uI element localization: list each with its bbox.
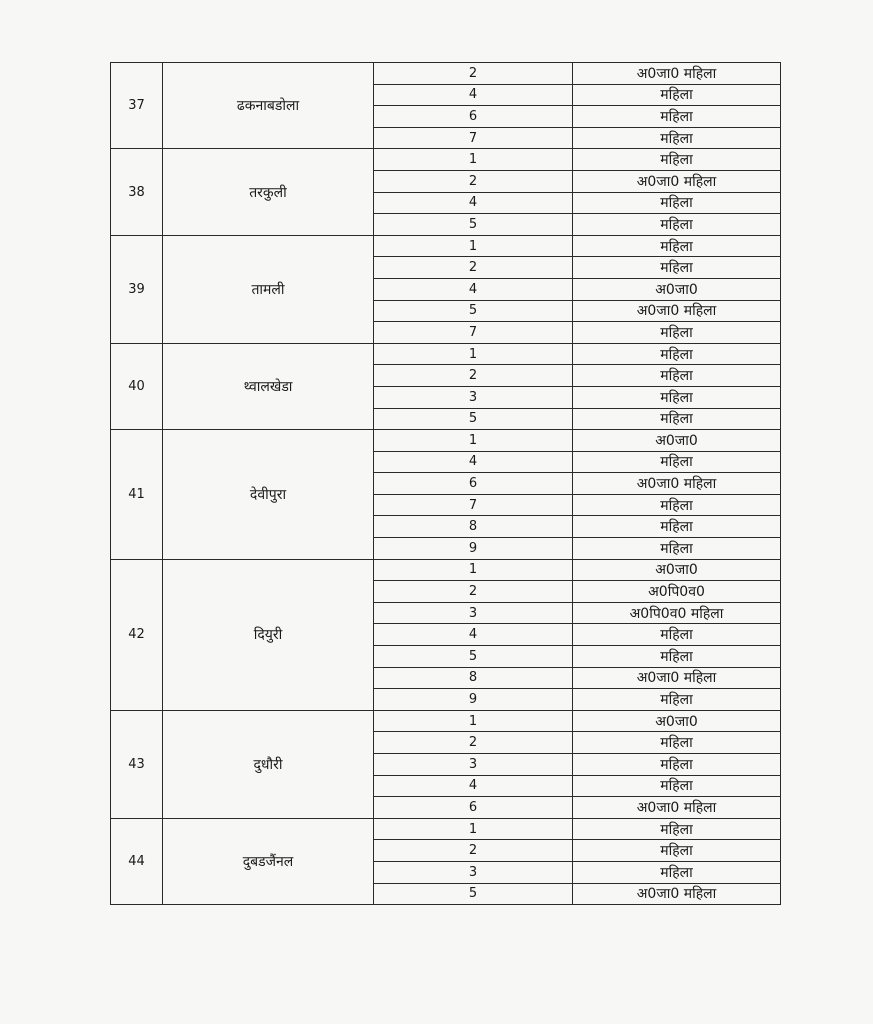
ward-number-cell: 3 (374, 754, 573, 776)
panchayat-name-cell: ढकनाबडोला (163, 63, 374, 149)
reservation-category-cell: अ0जा0 महिला (573, 473, 781, 495)
table-row (111, 710, 781, 732)
reservation-category-cell: अ0पि0व0 महिला (573, 602, 781, 624)
ward-number-cell: 4 (374, 278, 573, 300)
reservation-category-cell: महिला (573, 343, 781, 365)
panchayat-name-cell: तामली (163, 235, 374, 343)
panchayat-name-cell: देवीपुरा (163, 430, 374, 560)
ward-number-cell: 4 (374, 624, 573, 646)
ward-number-cell: 9 (374, 689, 573, 711)
reservation-category-cell: महिला (573, 257, 781, 279)
serial-number-cell: 37 (111, 63, 163, 149)
reservation-category-cell: अ0जा0 महिला (573, 170, 781, 192)
ward-number-cell: 3 (374, 861, 573, 883)
reservation-category-cell: महिला (573, 408, 781, 430)
table-row (111, 559, 781, 581)
ward-number-cell: 5 (374, 214, 573, 236)
table-row (111, 430, 781, 452)
ward-number-cell: 2 (374, 257, 573, 279)
panchayat-name-cell: दुबडजैंनल (163, 818, 374, 904)
ward-number-cell: 5 (374, 883, 573, 905)
ward-number-cell: 7 (374, 494, 573, 516)
table-row (111, 235, 781, 257)
reservation-category-cell: अ0जा0 महिला (573, 300, 781, 322)
ward-number-cell: 3 (374, 602, 573, 624)
panchayat-name-cell: तरकुली (163, 149, 374, 235)
reservation-category-cell: महिला (573, 538, 781, 560)
ward-number-cell: 7 (374, 127, 573, 149)
ward-number-cell: 1 (374, 235, 573, 257)
reservation-category-cell: अ0जा0 (573, 278, 781, 300)
reservation-category-cell: अ0जा0 महिला (573, 63, 781, 85)
serial-number-cell: 40 (111, 343, 163, 429)
ward-number-cell: 1 (374, 343, 573, 365)
ward-number-cell: 6 (374, 797, 573, 819)
ward-number-cell: 5 (374, 408, 573, 430)
table-row (111, 63, 781, 85)
serial-number-cell: 42 (111, 559, 163, 710)
reservation-category-cell: अ0जा0 महिला (573, 797, 781, 819)
ward-number-cell: 2 (374, 840, 573, 862)
reservation-category-cell: महिला (573, 775, 781, 797)
reservation-category-cell: महिला (573, 214, 781, 236)
reservation-category-cell: महिला (573, 235, 781, 257)
panchayat-name-cell: दुधौरी (163, 710, 374, 818)
ward-number-cell: 5 (374, 646, 573, 668)
reservation-category-cell: महिला (573, 127, 781, 149)
reservation-category-cell: महिला (573, 754, 781, 776)
reservation-category-cell: महिला (573, 646, 781, 668)
reservation-category-cell: महिला (573, 494, 781, 516)
reservation-category-cell: महिला (573, 840, 781, 862)
ward-number-cell: 2 (374, 581, 573, 603)
reservation-category-cell: अ0जा0 महिला (573, 667, 781, 689)
reservation-category-cell: महिला (573, 818, 781, 840)
panchayat-name-cell: दियुरी (163, 559, 374, 710)
reservation-category-cell: अ0जा0 (573, 430, 781, 452)
ward-number-cell: 6 (374, 106, 573, 128)
ward-number-cell: 2 (374, 170, 573, 192)
reservation-category-cell: महिला (573, 624, 781, 646)
reservation-category-cell: महिला (573, 386, 781, 408)
serial-number-cell: 41 (111, 430, 163, 560)
reservation-category-cell: महिला (573, 149, 781, 171)
ward-number-cell: 1 (374, 149, 573, 171)
ward-number-cell: 4 (374, 775, 573, 797)
ward-number-cell: 1 (374, 559, 573, 581)
ward-number-cell: 6 (374, 473, 573, 495)
ward-number-cell: 1 (374, 818, 573, 840)
reservation-category-cell: महिला (573, 84, 781, 106)
ward-number-cell: 8 (374, 667, 573, 689)
serial-number-cell: 43 (111, 710, 163, 818)
reservation-category-cell: महिला (573, 106, 781, 128)
reservation-category-cell: महिला (573, 861, 781, 883)
ward-number-cell: 4 (374, 451, 573, 473)
ward-number-cell: 4 (374, 84, 573, 106)
serial-number-cell: 38 (111, 149, 163, 235)
reservation-category-cell: महिला (573, 322, 781, 344)
ward-number-cell: 2 (374, 63, 573, 85)
table-row (111, 149, 781, 171)
ward-reservation-table (110, 62, 781, 905)
ward-number-cell: 1 (374, 710, 573, 732)
reservation-category-cell: महिला (573, 451, 781, 473)
ward-number-cell: 5 (374, 300, 573, 322)
ward-number-cell: 3 (374, 386, 573, 408)
ward-number-cell: 1 (374, 430, 573, 452)
reservation-category-cell: महिला (573, 192, 781, 214)
reservation-category-cell: महिला (573, 365, 781, 387)
reservation-category-cell: महिला (573, 732, 781, 754)
panchayat-name-cell: थ्वालखेडा (163, 343, 374, 429)
ward-number-cell: 2 (374, 365, 573, 387)
reservation-category-cell: अ0जा0 (573, 710, 781, 732)
ward-number-cell: 8 (374, 516, 573, 538)
ward-number-cell: 9 (374, 538, 573, 560)
table-row (111, 343, 781, 365)
ward-number-cell: 4 (374, 192, 573, 214)
ward-number-cell: 7 (374, 322, 573, 344)
table-row (111, 818, 781, 840)
reservation-category-cell: अ0जा0 महिला (573, 883, 781, 905)
reservation-category-cell: महिला (573, 516, 781, 538)
serial-number-cell: 44 (111, 818, 163, 904)
reservation-category-cell: अ0जा0 (573, 559, 781, 581)
reservation-category-cell: महिला (573, 689, 781, 711)
reservation-category-cell: अ0पि0व0 (573, 581, 781, 603)
ward-number-cell: 2 (374, 732, 573, 754)
serial-number-cell: 39 (111, 235, 163, 343)
